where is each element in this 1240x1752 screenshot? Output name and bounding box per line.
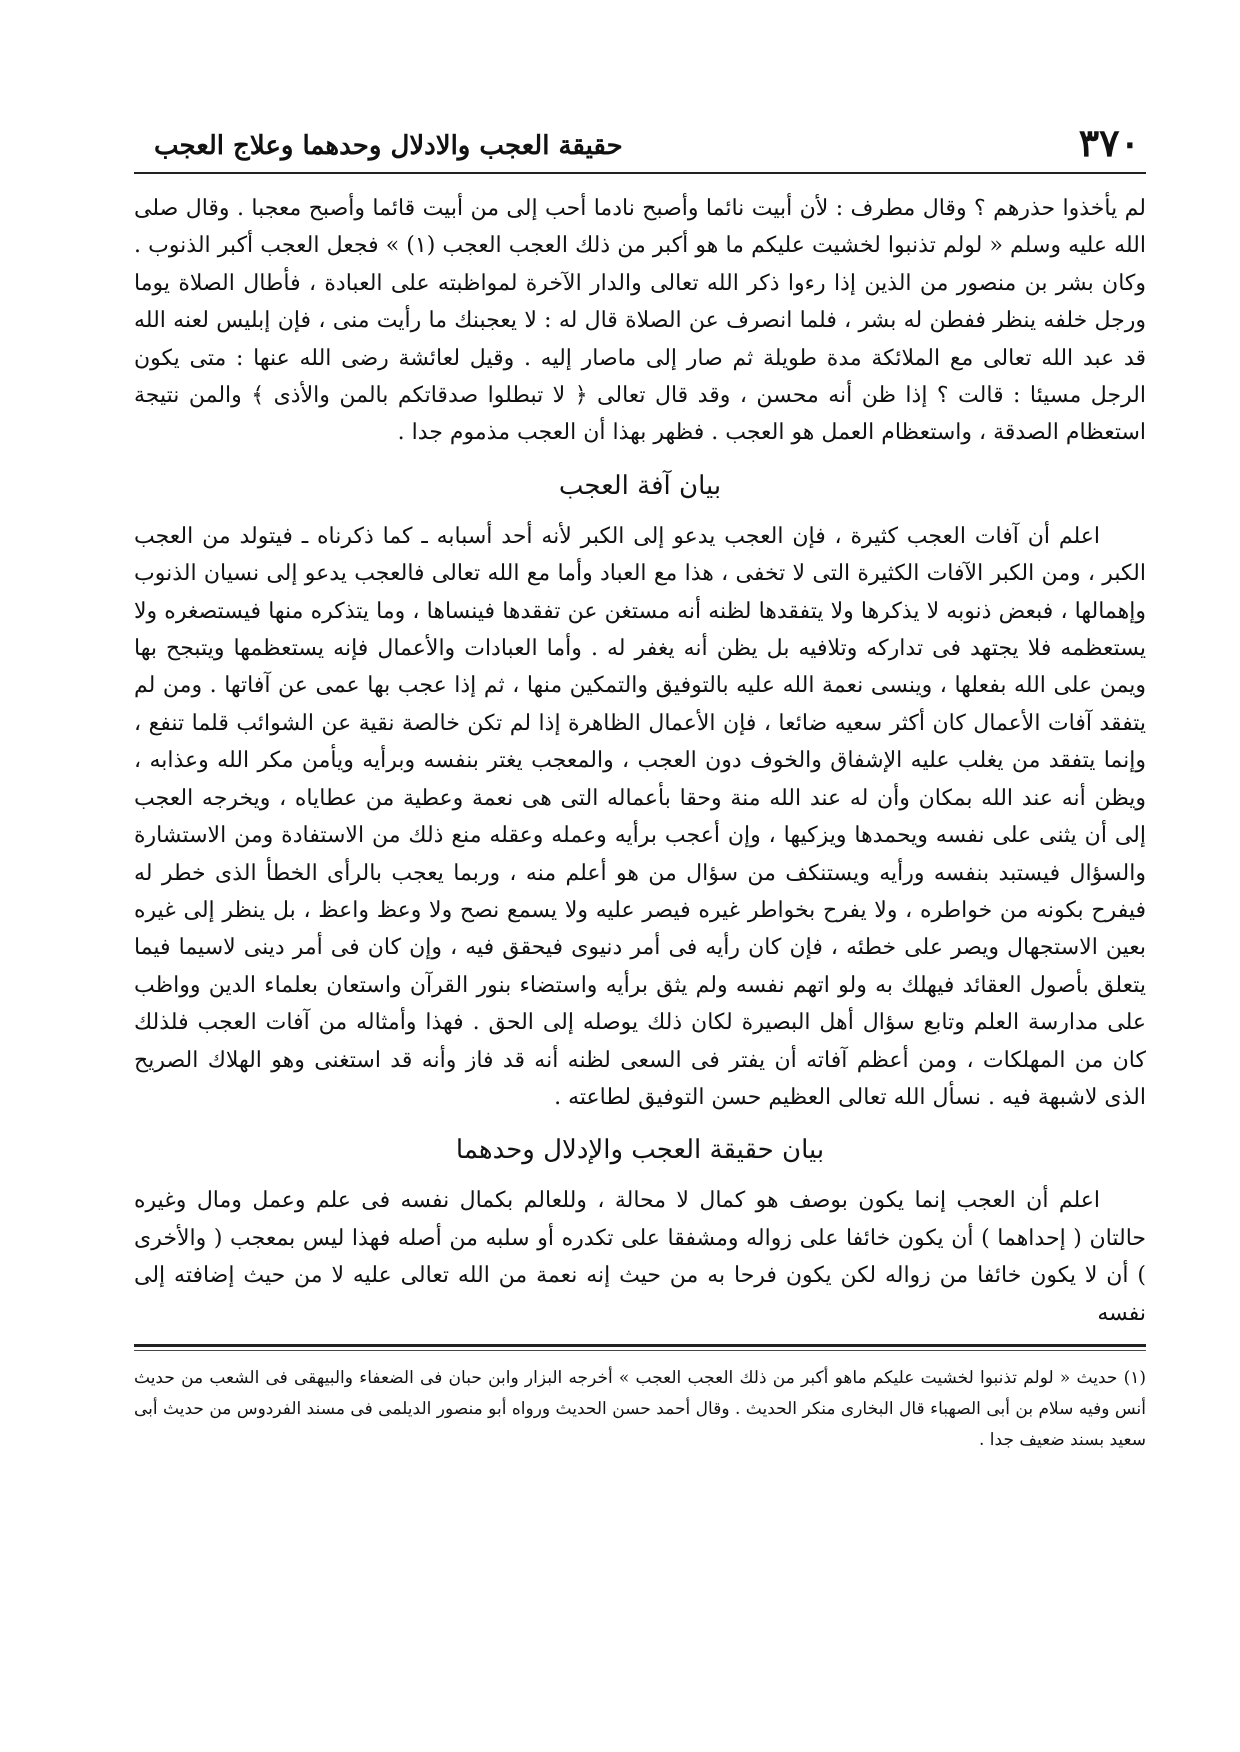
section-heading-afat-al-ujb: بيان آفة العجب [558, 470, 722, 501]
footnote-rule [134, 1344, 1146, 1347]
section-heading-haqiqat-al-ujb: بيان حقيقة العجب والإدلال وحدهما [455, 1135, 825, 1166]
header-rule [134, 172, 1146, 174]
page-number: ٣٧٠ [1078, 120, 1140, 165]
running-title: حقيقة العجب والادلال وحدهما وعلاج العجب [154, 131, 623, 161]
paragraph-haqiqat-al-ujb: اعلم أن العجب إنما يكون بوصف هو كمال لا محالة ، وللعالم بكمال نفسه فى علم وعمل ومال وغيره حالتان ( إحداهما ) أن يكون خائفا على زواله ومشفقا على تكدره أو سلبه من أصله فهذا ليس بمعجب ( والأخرى ) أن لا يكون خائفا من زواله لكن يكون فرحا به من حيث إنه نعمة من الله تعالى عليه لا من حيث إضافته إلى نفسه [134, 1188, 1146, 1326]
paragraph-afat-al-ujb: اعلم أن آفات العجب كثيرة ، فإن العجب يدعو إلى الكبر لأنه أحد أسبابه ـ كما ذكرناه ـ فيتولد من العجب الكبر ، ومن الكبر الآفات الكثيرة التى لا تخفى ، هذا مع العباد وأما مع الله تعالى فالعجب يدعو إلى نسيان الذنوب وإهمالها ، فبعض ذنوبه لا يذكرها ولا يتفقدها لظنه أنه مستغن عن تفقدها فينساها ، وما يتذكره منها فيستصغره ولا يستعظمه فلا يجتهد فى تداركه وتلافيه بل يظن أنه يغفر له . وأما العبادات والأعمال فإنه يستعظمها ويتبجح بها ويمن على الله بفعلها ، وينسى نعمة الله عليه بالتوفيق والتمكين منها ، ثم إذا عجب بها عمى عن آفاتها . ومن لم يتفقد آفات الأعمال كان أكثر سعيه ضائعا ، فإن الأعمال الظاهرة إذا لم تكن خالصة نقية عن الشوائب قلما تنفع ، وإنما يتفقد من يغلب عليه الإشفاق والخوف دون العجب ، والمعجب يغتر بنفسه وبرأيه ويأمن مكر الله وعذابه ، ويظن أنه عند الله بمكان وأن له عند الله منة وحقا بأعماله التى هى نعمة وعطية من عطاياه ، ويخرجه العجب إلى أن يثنى على نفسه ويحمدها ويزكيها ، وإن أعجب برأيه وعمله وعقله منع ذلك من الاستفادة ومن الاستشارة والسؤال فيستبد بنفسه ورأيه ويستنكف من سؤال من هو أعلم منه ، وربما يعجب بالرأى الخطأ الذى خطر له فيفرح بكونه من خواطره ، ولا يفرح بخواطر غيره فيصر عليه ولا يسمع نصح ولا وعظ واعظ ، بل ينظر إلى غيره بعين الاستجهال ويصر على خطئه ، فإن كان رأيه فى أمر دنيوى فيحقق فيه ، وإن كان فى أمر دينى لاسيما فيما يتعلق بأصول العقائد فيهلك به ولو اتهم نفسه ولم يثق برأيه واستضاء بنور القرآن واستعان بعلماء الدين وواظب على مدارسة العلم وتابع سؤال أهل البصيرة لكان ذلك يوصله إلى الحق . فهذا وأمثاله من آفات العجب فلذلك كان من المهلكات ، ومن أعظم آفاته أن يفتر فى السعى لظنه أنه قد فاز وأنه قد استغنى وهو الهلاك الصريح الذى لاشبهة فيه . نسأل الله تعالى العظيم حسن التوفيق لطاعته . [134, 523, 1147, 1110]
book-page [134, 120, 1146, 1456]
footnote: (١) حديث « لولم تذنبوا لخشيت عليكم ماهو أكبر من ذلك العجب العجب » أخرجه البزار وابن حبان فى الضعفاء والبيهقى فى الشعب من حديث أنس وفيه سلام بن أبى الصهباء قال البخارى منكر الحديث . وقال أحمد حسن الحديث ورواه أبو منصور الديلمى فى مسند الفردوس من حديث أبى سعيد بسند ضعيف جدا . [134, 1367, 1146, 1450]
paragraph-opening: لم يأخذوا حذرهم ؟ وقال مطرف : لأن أبيت نائما وأصبح نادما أحب إلى من أبيت قائما وأصبح معجبا . وقال صلى الله عليه وسلم « لولم تذنبوا لخشيت عليكم ما هو أكبر من ذلك العجب العجب (١) » فجعل العجب أكبر الذنوب . وكان بشر بن منصور من الذين إذا رءوا ذكر الله تعالى والدار الآخرة لمواظبته على العبادة ، فأطال الصلاة يوما ورجل خلفه ينظر ففطن له بشر ، فلما انصرف عن الصلاة قال له : لا يعجبنك ما رأيت منى ، فإن إبليس لعنه الله قد عبد الله تعالى مع الملائكة مدة طويلة ثم صار إلى ماصار إليه . وقيل لعائشة رضى الله عنها : متى يكون الرجل مسيئا : قالت ؟ إذا ظن أنه محسن ، وقد قال تعالى ﴿ لا تبطلوا صدقاتكم بالمن والأذى ﴾ والمن نتيجة استعظام الصدقة ، واستعظام العمل هو العجب . فظهر بهذا أن العجب مذموم جدا . [134, 196, 1146, 446]
running-header [134, 120, 1146, 166]
footnote-rule-thin [134, 1350, 1146, 1351]
